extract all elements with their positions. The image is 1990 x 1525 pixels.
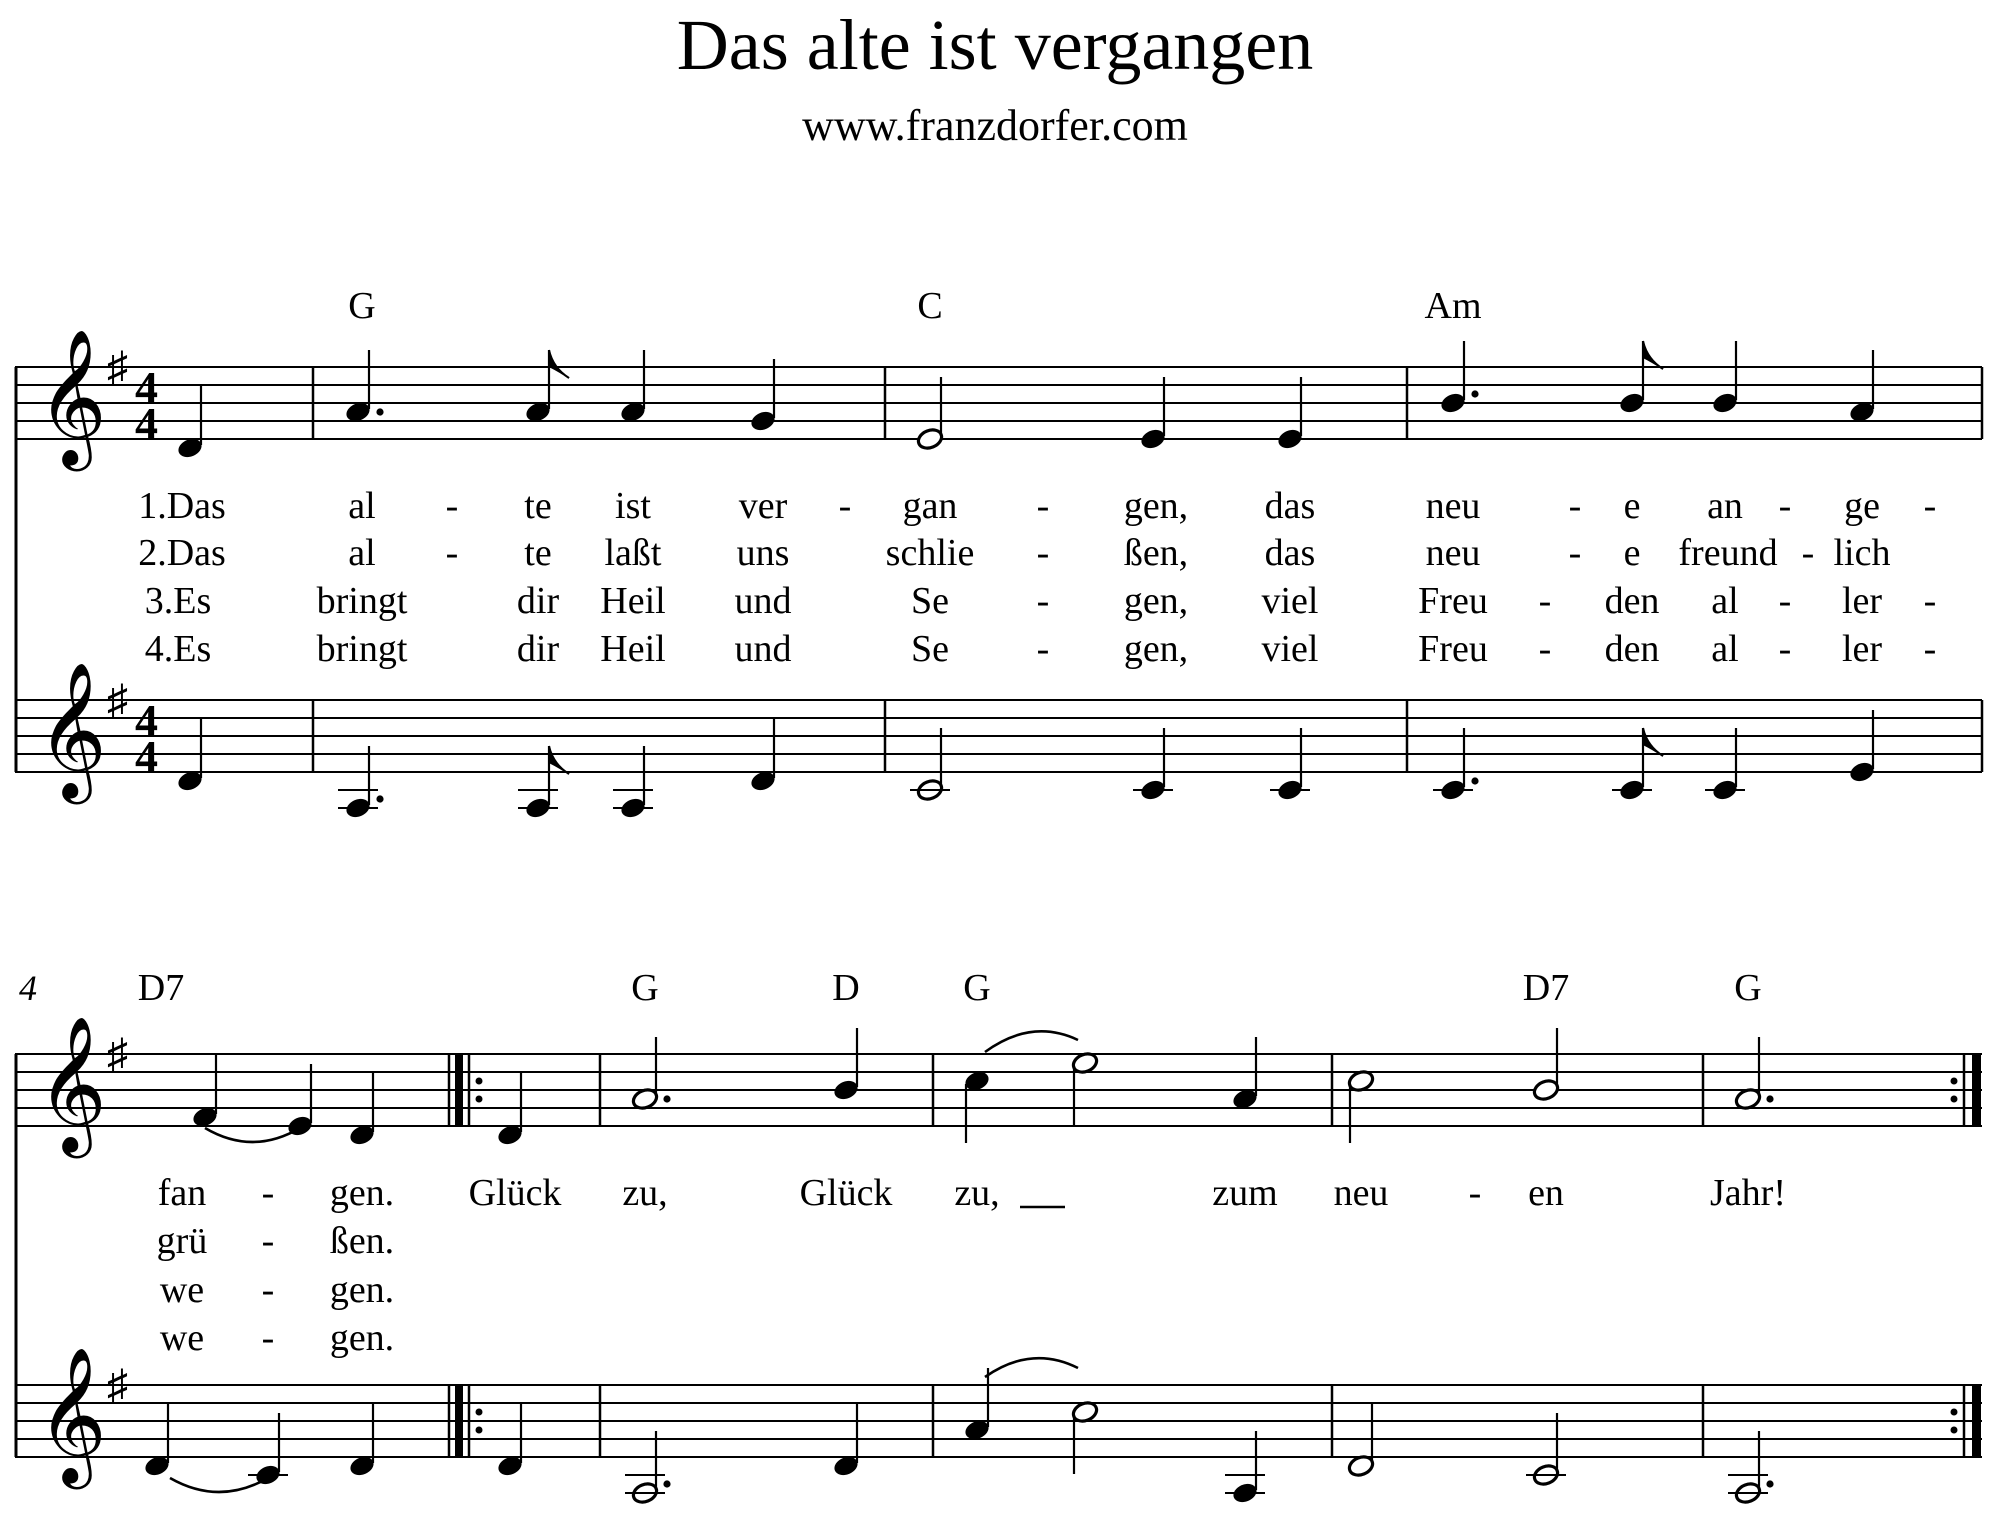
augmentation-dot (376, 795, 383, 802)
repeat-dot (476, 1427, 483, 1434)
lyric-syllable: we (159, 1317, 205, 1359)
repeat-dot (476, 1078, 483, 1085)
lyric-syllable: - (1036, 628, 1050, 670)
chord-symbol: G (631, 967, 659, 1009)
lyric-syllable: - (838, 485, 852, 527)
lyric-syllable: ler (1841, 628, 1883, 670)
lyric-syllable: - (1538, 580, 1552, 622)
lyric-syllable: und (734, 628, 792, 670)
lyric-syllable: Heil (600, 580, 666, 622)
lyric-syllable: lich (1833, 532, 1891, 574)
augmentation-dot (376, 408, 383, 415)
lyric-syllable: - (1778, 485, 1792, 527)
lyric-syllable: ßen. (329, 1220, 395, 1262)
treble-clef-icon: 𝄞 (37, 1019, 107, 1150)
lyric-syllable: und (734, 580, 792, 622)
lyric-syllable: gen. (329, 1317, 395, 1359)
lyric-syllable: - (1778, 580, 1792, 622)
chord-symbol: D (832, 967, 860, 1009)
lyric-syllable: neu (1425, 485, 1481, 527)
chord-symbol: Am (1424, 285, 1482, 327)
lyric-syllable: gen. (329, 1172, 395, 1214)
lyric-syllable: den (1604, 628, 1660, 670)
repeat-dot (1951, 1078, 1958, 1085)
slur (170, 1478, 268, 1492)
chord-symbol: C (917, 285, 943, 327)
lyric-syllable: - (261, 1220, 275, 1262)
lyric-syllable: uns (736, 532, 790, 574)
lyric-syllable: 2.Das (138, 532, 226, 574)
website-url: www.franzdorfer.com (802, 101, 1188, 150)
lyric-syllable: gen, (1123, 580, 1189, 622)
lyric-syllable: zu, (954, 1172, 1000, 1214)
lyric-syllable: Se (911, 628, 949, 670)
lyric-syllable: 4.Es (144, 628, 212, 670)
lyric-syllable: al (348, 485, 376, 527)
lyric-syllable: ver (738, 485, 788, 527)
chord-symbol: G (1734, 967, 1762, 1009)
lyric-syllable: - (1036, 485, 1050, 527)
measure-number: 4 (19, 968, 37, 1008)
lyric-syllable: - (445, 532, 459, 574)
lyric-syllable: Jahr! (1710, 1172, 1786, 1214)
lyric-syllable: zu, (622, 1172, 668, 1214)
chord-symbol: G (963, 967, 991, 1009)
lyric-syllable: te (524, 485, 552, 527)
augmentation-dot (1766, 1095, 1773, 1102)
augmentation-dot (1766, 1480, 1773, 1487)
lyric-syllable: al (1711, 628, 1739, 670)
lyric-syllable: we (159, 1269, 205, 1311)
repeat-dot (1951, 1427, 1958, 1434)
lyric-syllable: - (1468, 1172, 1482, 1214)
lyric-syllable: dir (516, 628, 560, 670)
lyric-syllable: - (1923, 580, 1937, 622)
time-signature-denominator: 4 (135, 398, 158, 449)
lyric-syllable: al (1711, 580, 1739, 622)
lyric-syllable: das (1264, 532, 1316, 574)
lyric-syllable: - (261, 1317, 275, 1359)
thick-bar-line (455, 1054, 463, 1126)
notes-layer (143, 341, 1877, 1505)
lyric-syllable: ler (1841, 580, 1883, 622)
note-flag (549, 350, 569, 378)
lyric-syllable: das (1264, 485, 1316, 527)
lyric-syllable: te (524, 532, 552, 574)
lyric-syllable: fan (157, 1172, 207, 1214)
lyric-syllable: Freu (1418, 580, 1488, 622)
lyric-syllable: gan (902, 485, 958, 527)
lyric-syllable: gen, (1123, 628, 1189, 670)
lyric-syllable: e (1623, 532, 1641, 574)
chord-symbol: D7 (1522, 967, 1570, 1009)
time-signature-numerator: 4 (135, 695, 158, 746)
lyric-syllable: - (261, 1269, 275, 1311)
lyric-syllable: viel (1261, 580, 1319, 622)
note-flag (1643, 341, 1663, 369)
lyric-syllable: ist (615, 485, 651, 527)
lyric-syllable: neu (1333, 1172, 1389, 1214)
lyric-syllable: den (1604, 580, 1660, 622)
thick-bar-line (1972, 1385, 1981, 1457)
lyric-syllable: ge (1844, 485, 1880, 527)
chord-symbol: G (348, 285, 376, 327)
slur (985, 1031, 1078, 1052)
lyric-syllable: - (1538, 628, 1552, 670)
note-flag (549, 746, 569, 774)
repeat-dot (1951, 1409, 1958, 1416)
repeat-dot (476, 1409, 483, 1416)
lyric-syllable: gen. (329, 1269, 395, 1311)
lyric-syllable: - (1801, 532, 1815, 574)
sharp-icon: ♯ (107, 1363, 128, 1409)
lyric-syllable: al (348, 532, 376, 574)
sharp-icon: ♯ (107, 678, 128, 724)
treble-clef-icon: 𝄞 (37, 665, 107, 796)
lyric-syllable: laßt (604, 532, 662, 574)
augmentation-dot (1471, 390, 1478, 397)
chord-symbol: D7 (137, 967, 185, 1009)
thick-bar-line (1972, 1054, 1981, 1126)
lyric-syllable: - (1923, 485, 1937, 527)
treble-clef-icon: 𝄞 (37, 1350, 107, 1481)
lyric-syllable: bringt (316, 580, 408, 622)
lyric-syllable: schlie (885, 532, 975, 574)
treble-clef-icon: 𝄞 (37, 332, 107, 463)
augmentation-dot (663, 1095, 670, 1102)
lyric-syllable: bringt (316, 628, 408, 670)
lyric-syllable: - (445, 485, 459, 527)
lyric-syllable: en (1528, 1172, 1564, 1214)
time-signature-denominator: 4 (135, 731, 158, 782)
lyric-syllable: ßen, (1123, 532, 1189, 574)
time-signature-numerator: 4 (135, 362, 158, 413)
song-title: Das alte ist vergangen (676, 5, 1314, 85)
lyric-syllable: grü (156, 1220, 208, 1262)
lyric-syllable: an (1707, 485, 1743, 527)
thick-bar-line (455, 1385, 463, 1457)
sharp-icon: ♯ (107, 345, 128, 391)
lyric-syllable: - (1568, 485, 1582, 527)
augmentation-dot (663, 1480, 670, 1487)
repeat-dot (1951, 1096, 1958, 1103)
lyric-syllable: - (1778, 628, 1792, 670)
lyric-syllable: freund (1678, 532, 1778, 574)
lyric-syllable: - (1568, 532, 1582, 574)
slur (985, 1358, 1078, 1377)
lyric-syllable: gen, (1123, 485, 1189, 527)
lyric-syllable: 3.Es (144, 580, 212, 622)
lyric-syllable: - (1923, 628, 1937, 670)
sharp-icon: ♯ (107, 1032, 128, 1078)
lyric-syllable: viel (1261, 628, 1319, 670)
lyric-syllable: Freu (1418, 628, 1488, 670)
lyric-syllable: neu (1425, 532, 1481, 574)
text-layer (19, 285, 1936, 1359)
lyric-syllable: Se (911, 580, 949, 622)
lyric-syllable: Heil (600, 628, 666, 670)
lyric-syllable: Glück (799, 1172, 893, 1214)
slur (205, 1128, 300, 1142)
lyric-syllable: - (261, 1172, 275, 1214)
lyric-syllable: e (1623, 485, 1641, 527)
lyric-syllable: zum (1212, 1172, 1278, 1214)
note-flag (1643, 728, 1663, 756)
repeat-dot (476, 1096, 483, 1103)
lyric-syllable: dir (516, 580, 560, 622)
lyric-syllable: - (1036, 532, 1050, 574)
staff-layer (15, 330, 1982, 1489)
lyric-syllable: Glück (468, 1172, 562, 1214)
augmentation-dot (1471, 777, 1478, 784)
lyric-syllable: 1.Das (138, 485, 226, 527)
lyric-syllable: - (1036, 580, 1050, 622)
